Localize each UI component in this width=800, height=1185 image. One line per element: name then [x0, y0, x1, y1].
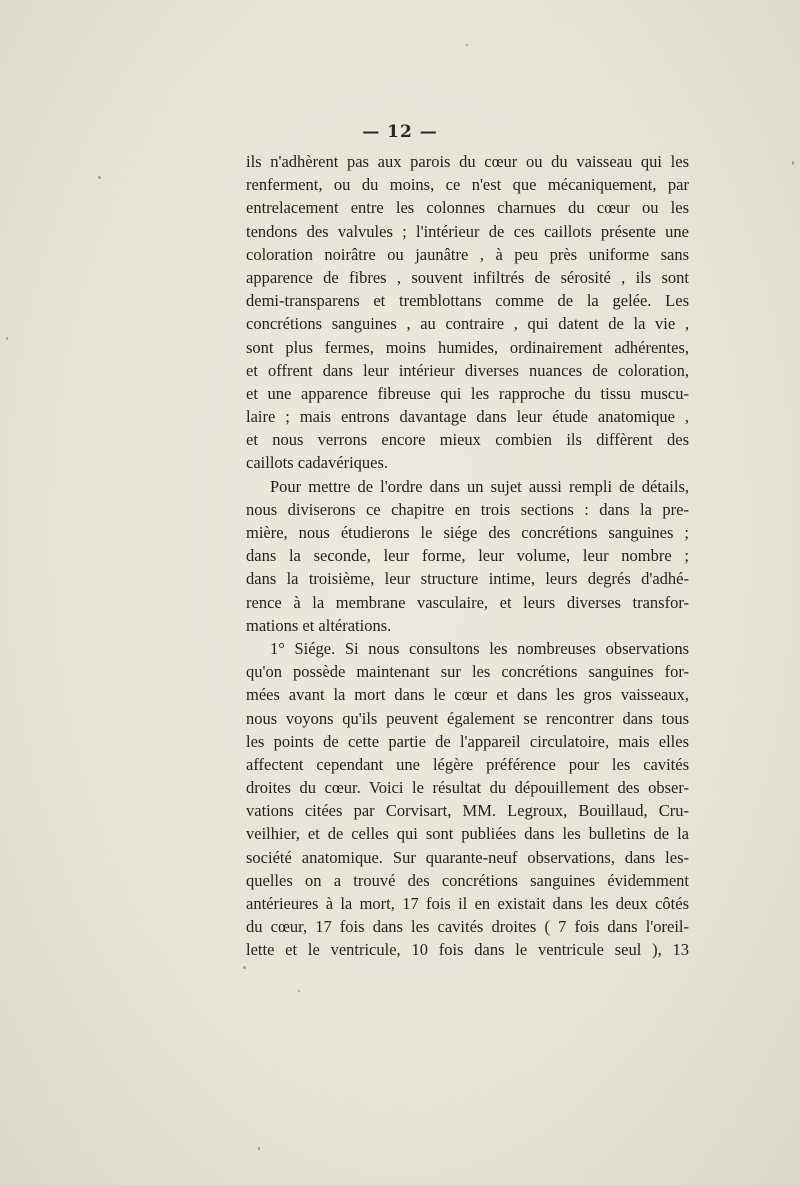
- text-line: vations citées par Corvisart, MM. Legroux, Bouillaud, Cru-: [246, 801, 689, 821]
- text-line: Pour mettre de l'ordre dans un sujet aussi rempli de détails,: [270, 476, 689, 496]
- paper-speck: [466, 44, 468, 46]
- text-line: droites du cœur. Voici le résultat du dépouillement des obser-: [246, 778, 689, 798]
- text-line: dans la seconde, leur forme, leur volume, leur nombre ;: [246, 546, 689, 566]
- paper-speck: [98, 176, 101, 179]
- text-line: tendons des valvules ; l'intérieur de ces caillots présente une: [246, 221, 689, 241]
- text-line: ils n'adhèrent pas aux parois du cœur ou du vaisseau qui les: [246, 152, 689, 171]
- text-line: caillots cadavériques.: [246, 453, 389, 473]
- text-line: lette et le ventricule, 10 fois dans le ventricule seul ), 13: [246, 940, 689, 960]
- paper-speck: [243, 966, 246, 969]
- text-line: antérieures à la mort, 17 fois il en existait dans les deux côtés: [246, 894, 689, 913]
- text-line: mées avant la mort dans le cœur et dans les gros vaisseaux,: [246, 685, 689, 705]
- text-line: demi-transparens et tremblottans comme de la gelée. Les: [246, 291, 689, 311]
- text-line: quelles on a trouvé des concrétions sanguines évidemment: [246, 870, 689, 890]
- paper-speck: [258, 1147, 260, 1150]
- text-line: mière, nous étudierons le siége des concrétions sanguines ;: [246, 523, 689, 542]
- page-number: — 12 —: [362, 122, 438, 142]
- text-line: veilhier, et de celles qui sont publiées dans les bulletins de la: [246, 824, 689, 844]
- text-line: 1° Siége. Si nous consultons les nombreuses observations: [270, 638, 689, 658]
- text-line: renferment, ou du moins, ce n'est que mécaniquement, par: [246, 175, 689, 195]
- text-line: apparence de fibres , souvent infiltrés de sérosité , ils sont: [246, 267, 689, 287]
- text-line: affectent cependant une légère préférence pour les cavités: [246, 754, 689, 774]
- text-line: nous diviserons ce chapitre en trois sections : dans la pre-: [246, 499, 689, 519]
- text-line: et offrent dans leur intérieur diverses nuances de coloration,: [246, 360, 689, 380]
- text-line: nous voyons qu'ils peuvent également se rencontrer dans tous: [246, 708, 689, 728]
- text-line: laire ; mais entrons davantage dans leur étude anatomique ,: [246, 407, 689, 427]
- text-line: et nous verrons encore mieux combien ils diffèrent des: [246, 430, 689, 450]
- paper-speck: [298, 990, 300, 992]
- text-line: mations et altérations.: [246, 615, 392, 635]
- text-line: dans la troisième, leur structure intime, leurs degrés d'adhé-: [246, 569, 689, 589]
- text-line: entrelacement entre les colonnes charnues du cœur ou les: [246, 198, 689, 218]
- text-line: et une apparence fibreuse qui les rapproche du tissu muscu-: [246, 383, 689, 403]
- text-line: du cœur, 17 fois dans les cavités droites ( 7 fois dans l'oreil-: [246, 917, 689, 937]
- text-line: société anatomique. Sur quarante-neuf observations, dans les-: [246, 847, 689, 867]
- text-line: concrétions sanguines , au contraire , qui datent de la vie ,: [246, 314, 689, 334]
- text-line: les points de cette partie de l'appareil circulatoire, mais elles: [246, 731, 689, 751]
- text-line: rence à la membrane vasculaire, et leurs diverses transfor-: [246, 592, 689, 612]
- text-line: qu'on possède maintenant sur les concrétions sanguines for-: [246, 662, 689, 682]
- text-line: sont plus fermes, moins humides, ordinairement adhérentes,: [246, 337, 689, 357]
- paper-speck: [792, 161, 794, 165]
- paper-speck: [6, 337, 8, 340]
- body-text: [246, 150, 689, 962]
- text-line: coloration noirâtre ou jaunâtre , à peu près uniforme sans: [246, 244, 689, 264]
